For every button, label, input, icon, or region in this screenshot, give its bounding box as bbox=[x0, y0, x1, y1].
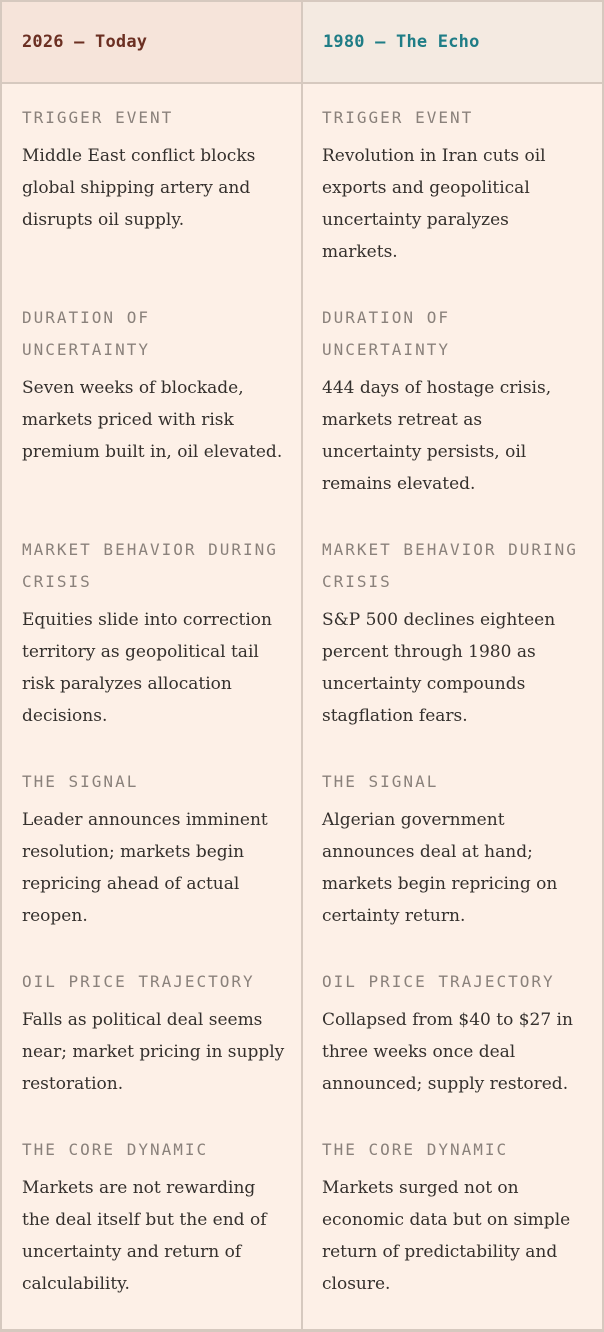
row-text: Equities slide into correction territory as geopolitical tail risk paralyzes allocation decisions. bbox=[22, 610, 272, 726]
row-text: Revolution in Iran cuts oil exports and geopolitical uncertainty paralyzes markets. bbox=[322, 146, 546, 262]
row-duration bbox=[22, 302, 286, 500]
row-market-behavior bbox=[322, 534, 586, 732]
row-label: DURATION OF UNCERTAINTY bbox=[322, 308, 450, 359]
row-text: Falls as political deal seems near; market pricing in supply restoration. bbox=[22, 1010, 285, 1094]
row-text: 444 days of hostage crisis, markets retreat as uncertainty persists, oil remains elevated. bbox=[322, 378, 552, 494]
row-text: Seven weeks of blockade, markets priced with risk premium built in, oil elevated. bbox=[22, 378, 283, 462]
row-market-behavior bbox=[22, 534, 286, 732]
row-text: Collapsed from $40 to $27 in three weeks once deal announced; supply restored. bbox=[322, 1010, 573, 1094]
header-today: 2026 — Today bbox=[2, 2, 301, 82]
row-text: Markets are not rewarding the deal itself but the end of uncertainty and return of calculability. bbox=[22, 1178, 267, 1294]
row-text: Algerian government announces deal at hand; markets begin repricing on certainty return. bbox=[322, 810, 558, 926]
row-oil-price bbox=[322, 966, 586, 1100]
row-trigger-event bbox=[322, 102, 586, 268]
row-label: OIL PRICE TRAJECTORY bbox=[22, 972, 255, 991]
row-text: Middle East conflict blocks global shipping artery and disrupts oil supply. bbox=[22, 146, 256, 230]
row-core-dynamic bbox=[22, 1134, 286, 1300]
row-trigger-event bbox=[22, 102, 286, 268]
row-label: TRIGGER EVENT bbox=[22, 108, 174, 127]
row-label: THE CORE DYNAMIC bbox=[22, 1140, 209, 1159]
row-label: MARKET BEHAVIOR DURING CRISIS bbox=[22, 540, 278, 591]
column-echo bbox=[322, 84, 586, 1300]
row-core-dynamic bbox=[322, 1134, 586, 1300]
row-text: S&P 500 declines eighteen percent through 1980 as uncertainty compounds stagflation fears. bbox=[322, 610, 556, 726]
row-label: THE SIGNAL bbox=[322, 772, 439, 791]
row-label: THE CORE DYNAMIC bbox=[322, 1140, 509, 1159]
row-text: Markets surged not on economic data but on simple return of predictability and closure. bbox=[322, 1178, 571, 1294]
column-divider bbox=[301, 2, 303, 1329]
row-duration bbox=[322, 302, 586, 500]
row-signal bbox=[22, 766, 286, 932]
row-label: DURATION OF UNCERTAINTY bbox=[22, 308, 150, 359]
header-echo: 1980 — The Echo bbox=[303, 2, 602, 82]
row-label: OIL PRICE TRAJECTORY bbox=[322, 972, 555, 991]
row-signal bbox=[322, 766, 586, 932]
row-text: Leader announces imminent resolution; markets begin repricing ahead of actual reopen. bbox=[22, 810, 268, 926]
column-today bbox=[22, 84, 286, 1300]
row-label: MARKET BEHAVIOR DURING CRISIS bbox=[322, 540, 578, 591]
row-label: THE SIGNAL bbox=[22, 772, 139, 791]
row-oil-price bbox=[22, 966, 286, 1100]
row-label: TRIGGER EVENT bbox=[322, 108, 474, 127]
